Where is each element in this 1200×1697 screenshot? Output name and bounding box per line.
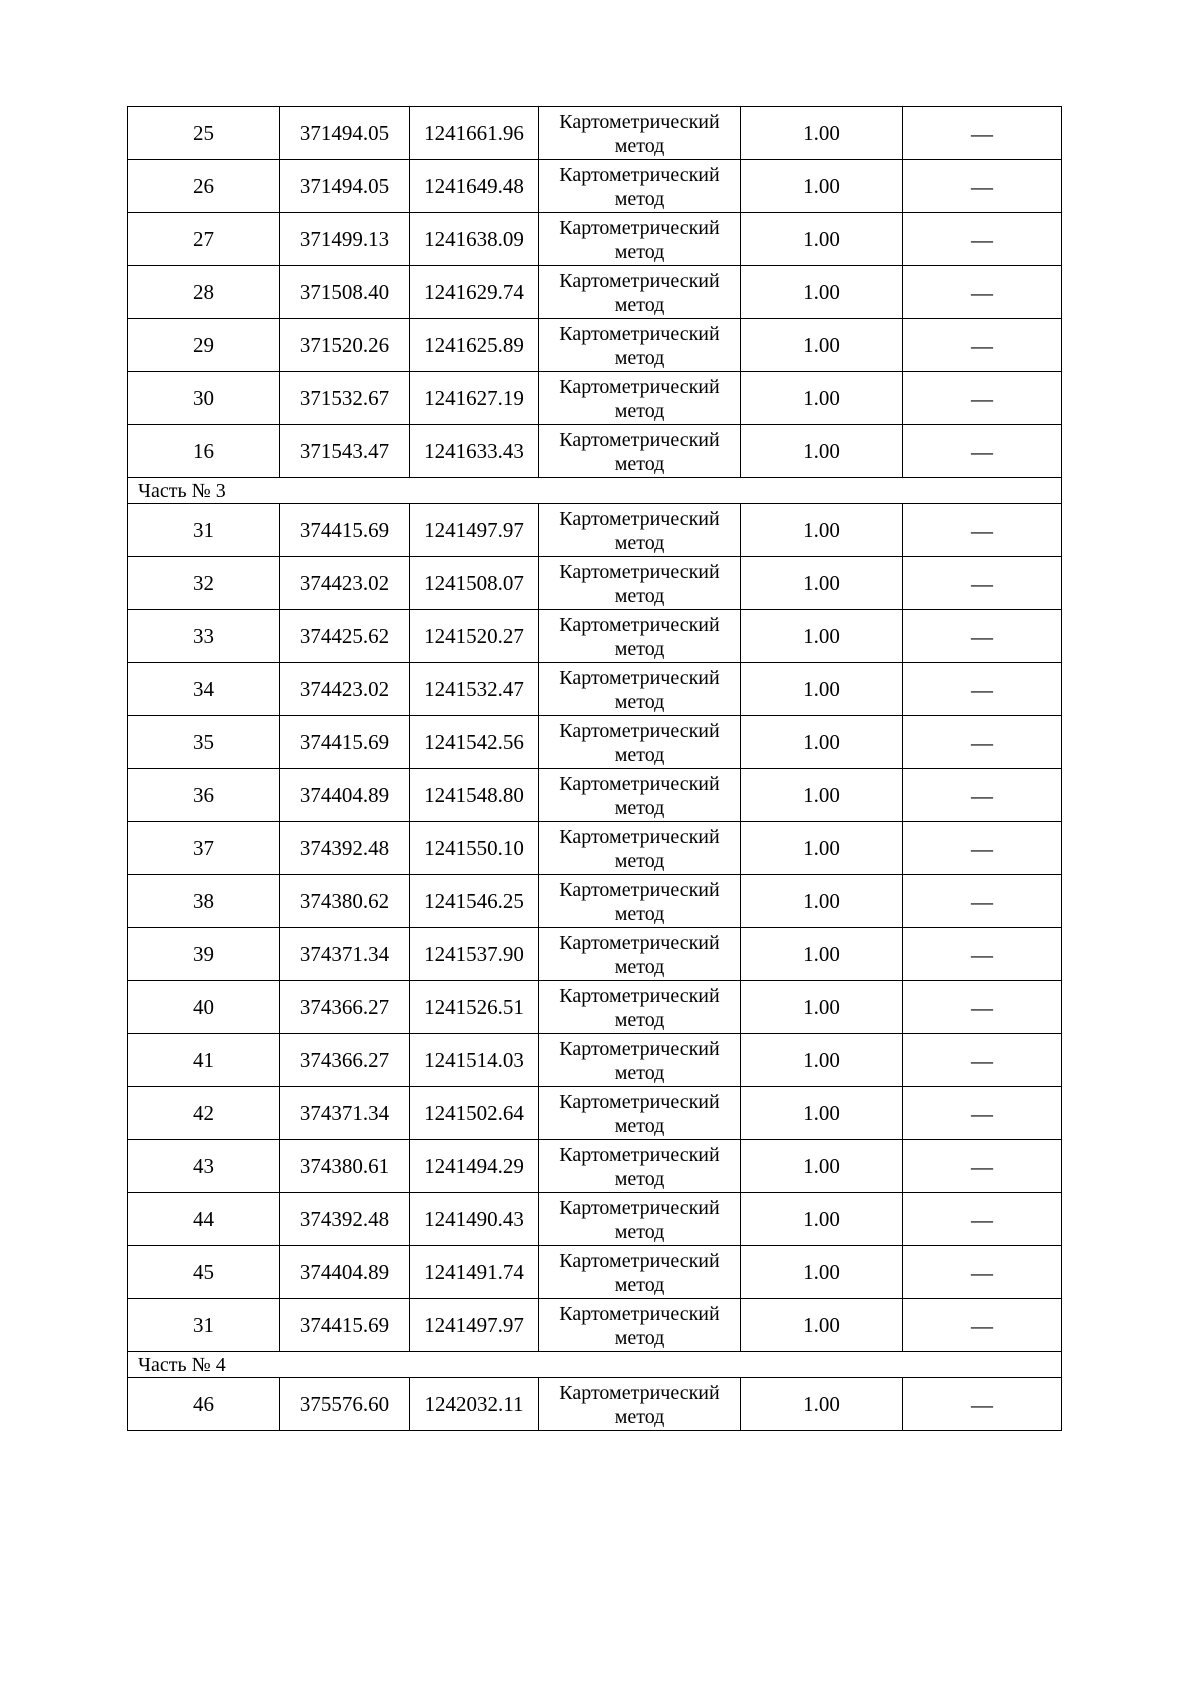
method-cell bbox=[539, 1378, 741, 1431]
accuracy-cell: 1.00 bbox=[741, 610, 903, 663]
method-line-2: метод bbox=[614, 1008, 665, 1031]
point-number-cell: 35 bbox=[128, 716, 280, 769]
table-row bbox=[128, 663, 1062, 716]
method-line-2: метод bbox=[614, 584, 665, 607]
x-coordinate-cell: 374371.34 bbox=[280, 1087, 410, 1140]
point-number-cell: 43 bbox=[128, 1140, 280, 1193]
accuracy-cell: 1.00 bbox=[741, 663, 903, 716]
y-coordinate-cell: 1242032.11 bbox=[410, 1378, 539, 1431]
x-coordinate-cell: 374366.27 bbox=[280, 1034, 410, 1087]
point-number-cell: 25 bbox=[128, 107, 280, 160]
method-line-2: метод bbox=[614, 399, 665, 422]
table-row bbox=[128, 1087, 1062, 1140]
method-line-1: Картометрический bbox=[559, 825, 720, 848]
table-row bbox=[128, 875, 1062, 928]
table-row bbox=[128, 1140, 1062, 1193]
method-cell bbox=[539, 981, 741, 1034]
method-line-2: метод bbox=[614, 293, 665, 316]
method-cell bbox=[539, 1246, 741, 1299]
method-cell bbox=[539, 557, 741, 610]
x-coordinate-cell: 371532.67 bbox=[280, 372, 410, 425]
table-row bbox=[128, 266, 1062, 319]
method-cell bbox=[539, 425, 741, 478]
method-line-2: метод bbox=[614, 1273, 665, 1296]
x-coordinate-cell: 374423.02 bbox=[280, 663, 410, 716]
note-cell: — bbox=[903, 504, 1062, 557]
method-cell bbox=[539, 1193, 741, 1246]
method-line-2: метод bbox=[614, 1326, 665, 1349]
point-number-cell: 30 bbox=[128, 372, 280, 425]
note-cell: — bbox=[903, 875, 1062, 928]
method-cell bbox=[539, 372, 741, 425]
x-coordinate-cell: 374392.48 bbox=[280, 822, 410, 875]
method-line-1: Картометрический bbox=[559, 719, 720, 742]
x-coordinate-cell: 374415.69 bbox=[280, 716, 410, 769]
method-line-1: Картометрический bbox=[559, 163, 720, 186]
y-coordinate-cell: 1241508.07 bbox=[410, 557, 539, 610]
part-header-row bbox=[128, 478, 1062, 504]
note-cell: — bbox=[903, 557, 1062, 610]
method-cell bbox=[539, 875, 741, 928]
accuracy-cell: 1.00 bbox=[741, 875, 903, 928]
table-row bbox=[128, 504, 1062, 557]
x-coordinate-cell: 374380.61 bbox=[280, 1140, 410, 1193]
accuracy-cell: 1.00 bbox=[741, 1299, 903, 1352]
method-cell bbox=[539, 1087, 741, 1140]
point-number-cell: 29 bbox=[128, 319, 280, 372]
x-coordinate-cell: 374404.89 bbox=[280, 1246, 410, 1299]
point-number-cell: 36 bbox=[128, 769, 280, 822]
x-coordinate-cell: 371499.13 bbox=[280, 213, 410, 266]
table-row bbox=[128, 1299, 1062, 1352]
x-coordinate-cell: 371494.05 bbox=[280, 160, 410, 213]
method-line-2: метод bbox=[614, 690, 665, 713]
point-number-cell: 42 bbox=[128, 1087, 280, 1140]
table-row bbox=[128, 1378, 1062, 1431]
x-coordinate-cell: 374415.69 bbox=[280, 1299, 410, 1352]
accuracy-cell: 1.00 bbox=[741, 716, 903, 769]
note-cell: — bbox=[903, 663, 1062, 716]
table-row bbox=[128, 425, 1062, 478]
y-coordinate-cell: 1241625.89 bbox=[410, 319, 539, 372]
point-number-cell: 45 bbox=[128, 1246, 280, 1299]
method-line-1: Картометрический bbox=[559, 322, 720, 345]
note-cell: — bbox=[903, 981, 1062, 1034]
note-cell: — bbox=[903, 769, 1062, 822]
method-cell bbox=[539, 822, 741, 875]
y-coordinate-cell: 1241514.03 bbox=[410, 1034, 539, 1087]
point-number-cell: 16 bbox=[128, 425, 280, 478]
part-label: Часть № 3 bbox=[128, 478, 1062, 504]
method-line-1: Картометрический bbox=[559, 772, 720, 795]
y-coordinate-cell: 1241633.43 bbox=[410, 425, 539, 478]
y-coordinate-cell: 1241629.74 bbox=[410, 266, 539, 319]
table-row bbox=[128, 372, 1062, 425]
method-line-2: метод bbox=[614, 955, 665, 978]
table-row bbox=[128, 610, 1062, 663]
point-number-cell: 41 bbox=[128, 1034, 280, 1087]
x-coordinate-cell: 371543.47 bbox=[280, 425, 410, 478]
table-row bbox=[128, 769, 1062, 822]
method-line-2: метод bbox=[614, 849, 665, 872]
y-coordinate-cell: 1241550.10 bbox=[410, 822, 539, 875]
method-line-2: метод bbox=[614, 743, 665, 766]
point-number-cell: 26 bbox=[128, 160, 280, 213]
method-line-2: метод bbox=[614, 187, 665, 210]
accuracy-cell: 1.00 bbox=[741, 160, 903, 213]
point-number-cell: 38 bbox=[128, 875, 280, 928]
coordinates-table-body bbox=[128, 107, 1062, 1431]
x-coordinate-cell: 371494.05 bbox=[280, 107, 410, 160]
note-cell: — bbox=[903, 107, 1062, 160]
note-cell: — bbox=[903, 160, 1062, 213]
x-coordinate-cell: 374366.27 bbox=[280, 981, 410, 1034]
y-coordinate-cell: 1241497.97 bbox=[410, 1299, 539, 1352]
method-line-1: Картометрический bbox=[559, 1249, 720, 1272]
x-coordinate-cell: 374380.62 bbox=[280, 875, 410, 928]
x-coordinate-cell: 374425.62 bbox=[280, 610, 410, 663]
method-line-2: метод bbox=[614, 902, 665, 925]
note-cell: — bbox=[903, 610, 1062, 663]
note-cell: — bbox=[903, 1378, 1062, 1431]
note-cell: — bbox=[903, 425, 1062, 478]
x-coordinate-cell: 371508.40 bbox=[280, 266, 410, 319]
accuracy-cell: 1.00 bbox=[741, 504, 903, 557]
method-line-2: метод bbox=[614, 1167, 665, 1190]
note-cell: — bbox=[903, 716, 1062, 769]
method-line-1: Картометрический bbox=[559, 428, 720, 451]
method-line-2: метод bbox=[614, 1114, 665, 1137]
x-coordinate-cell: 374415.69 bbox=[280, 504, 410, 557]
note-cell: — bbox=[903, 1299, 1062, 1352]
method-line-2: метод bbox=[614, 637, 665, 660]
point-number-cell: 34 bbox=[128, 663, 280, 716]
x-coordinate-cell: 374404.89 bbox=[280, 769, 410, 822]
note-cell: — bbox=[903, 1140, 1062, 1193]
table-row bbox=[128, 213, 1062, 266]
method-cell bbox=[539, 716, 741, 769]
method-line-1: Картометрический bbox=[559, 375, 720, 398]
method-line-1: Картометрический bbox=[559, 1381, 720, 1404]
table-row bbox=[128, 981, 1062, 1034]
note-cell: — bbox=[903, 319, 1062, 372]
accuracy-cell: 1.00 bbox=[741, 822, 903, 875]
method-line-2: метод bbox=[614, 452, 665, 475]
accuracy-cell: 1.00 bbox=[741, 1378, 903, 1431]
note-cell: — bbox=[903, 372, 1062, 425]
method-line-1: Картометрический bbox=[559, 1302, 720, 1325]
method-cell bbox=[539, 1140, 741, 1193]
method-line-2: метод bbox=[614, 796, 665, 819]
y-coordinate-cell: 1241520.27 bbox=[410, 610, 539, 663]
method-cell bbox=[539, 610, 741, 663]
point-number-cell: 31 bbox=[128, 504, 280, 557]
method-line-1: Картометрический bbox=[559, 1143, 720, 1166]
y-coordinate-cell: 1241542.56 bbox=[410, 716, 539, 769]
accuracy-cell: 1.00 bbox=[741, 928, 903, 981]
note-cell: — bbox=[903, 266, 1062, 319]
coordinates-table bbox=[127, 106, 1062, 1431]
method-line-1: Картометрический bbox=[559, 269, 720, 292]
x-coordinate-cell: 374371.34 bbox=[280, 928, 410, 981]
accuracy-cell: 1.00 bbox=[741, 1193, 903, 1246]
method-line-1: Картометрический bbox=[559, 110, 720, 133]
method-cell bbox=[539, 160, 741, 213]
method-line-1: Картометрический bbox=[559, 560, 720, 583]
method-cell bbox=[539, 504, 741, 557]
accuracy-cell: 1.00 bbox=[741, 981, 903, 1034]
point-number-cell: 32 bbox=[128, 557, 280, 610]
accuracy-cell: 1.00 bbox=[741, 1140, 903, 1193]
method-cell bbox=[539, 1299, 741, 1352]
method-line-2: метод bbox=[614, 346, 665, 369]
accuracy-cell: 1.00 bbox=[741, 1034, 903, 1087]
method-cell bbox=[539, 213, 741, 266]
method-cell bbox=[539, 663, 741, 716]
note-cell: — bbox=[903, 1246, 1062, 1299]
y-coordinate-cell: 1241548.80 bbox=[410, 769, 539, 822]
method-cell bbox=[539, 769, 741, 822]
point-number-cell: 44 bbox=[128, 1193, 280, 1246]
accuracy-cell: 1.00 bbox=[741, 319, 903, 372]
table-row bbox=[128, 557, 1062, 610]
table-row bbox=[128, 822, 1062, 875]
accuracy-cell: 1.00 bbox=[741, 266, 903, 319]
method-line-2: метод bbox=[614, 134, 665, 157]
method-line-1: Картометрический bbox=[559, 613, 720, 636]
y-coordinate-cell: 1241537.90 bbox=[410, 928, 539, 981]
table-row bbox=[128, 107, 1062, 160]
method-line-1: Картометрический bbox=[559, 984, 720, 1007]
method-cell bbox=[539, 319, 741, 372]
note-cell: — bbox=[903, 928, 1062, 981]
accuracy-cell: 1.00 bbox=[741, 213, 903, 266]
y-coordinate-cell: 1241546.25 bbox=[410, 875, 539, 928]
table-row bbox=[128, 1246, 1062, 1299]
note-cell: — bbox=[903, 213, 1062, 266]
y-coordinate-cell: 1241627.19 bbox=[410, 372, 539, 425]
x-coordinate-cell: 374423.02 bbox=[280, 557, 410, 610]
method-line-1: Картометрический bbox=[559, 216, 720, 239]
point-number-cell: 40 bbox=[128, 981, 280, 1034]
note-cell: — bbox=[903, 1193, 1062, 1246]
point-number-cell: 28 bbox=[128, 266, 280, 319]
method-line-2: метод bbox=[614, 1220, 665, 1243]
table-row bbox=[128, 716, 1062, 769]
table-row bbox=[128, 1034, 1062, 1087]
note-cell: — bbox=[903, 822, 1062, 875]
point-number-cell: 37 bbox=[128, 822, 280, 875]
y-coordinate-cell: 1241494.29 bbox=[410, 1140, 539, 1193]
accuracy-cell: 1.00 bbox=[741, 107, 903, 160]
x-coordinate-cell: 374392.48 bbox=[280, 1193, 410, 1246]
method-line-2: метод bbox=[614, 1405, 665, 1428]
point-number-cell: 27 bbox=[128, 213, 280, 266]
y-coordinate-cell: 1241491.74 bbox=[410, 1246, 539, 1299]
accuracy-cell: 1.00 bbox=[741, 557, 903, 610]
accuracy-cell: 1.00 bbox=[741, 1246, 903, 1299]
table-row bbox=[128, 160, 1062, 213]
method-line-2: метод bbox=[614, 240, 665, 263]
y-coordinate-cell: 1241661.96 bbox=[410, 107, 539, 160]
method-cell bbox=[539, 107, 741, 160]
point-number-cell: 39 bbox=[128, 928, 280, 981]
accuracy-cell: 1.00 bbox=[741, 769, 903, 822]
accuracy-cell: 1.00 bbox=[741, 1087, 903, 1140]
y-coordinate-cell: 1241649.48 bbox=[410, 160, 539, 213]
part-header-row bbox=[128, 1352, 1062, 1378]
method-cell bbox=[539, 266, 741, 319]
method-line-1: Картометрический bbox=[559, 878, 720, 901]
y-coordinate-cell: 1241497.97 bbox=[410, 504, 539, 557]
part-label: Часть № 4 bbox=[128, 1352, 1062, 1378]
method-line-1: Картометрический bbox=[559, 1196, 720, 1219]
table-row bbox=[128, 1193, 1062, 1246]
method-cell bbox=[539, 928, 741, 981]
method-line-1: Картометрический bbox=[559, 1037, 720, 1060]
table-row bbox=[128, 928, 1062, 981]
method-line-2: метод bbox=[614, 531, 665, 554]
y-coordinate-cell: 1241490.43 bbox=[410, 1193, 539, 1246]
accuracy-cell: 1.00 bbox=[741, 425, 903, 478]
method-line-1: Картометрический bbox=[559, 666, 720, 689]
note-cell: — bbox=[903, 1034, 1062, 1087]
method-line-1: Картометрический bbox=[559, 507, 720, 530]
x-coordinate-cell: 375576.60 bbox=[280, 1378, 410, 1431]
accuracy-cell: 1.00 bbox=[741, 372, 903, 425]
x-coordinate-cell: 371520.26 bbox=[280, 319, 410, 372]
point-number-cell: 46 bbox=[128, 1378, 280, 1431]
y-coordinate-cell: 1241526.51 bbox=[410, 981, 539, 1034]
y-coordinate-cell: 1241638.09 bbox=[410, 213, 539, 266]
point-number-cell: 33 bbox=[128, 610, 280, 663]
method-line-1: Картометрический bbox=[559, 931, 720, 954]
note-cell: — bbox=[903, 1087, 1062, 1140]
method-cell bbox=[539, 1034, 741, 1087]
y-coordinate-cell: 1241502.64 bbox=[410, 1087, 539, 1140]
method-line-1: Картометрический bbox=[559, 1090, 720, 1113]
table-row bbox=[128, 319, 1062, 372]
y-coordinate-cell: 1241532.47 bbox=[410, 663, 539, 716]
point-number-cell: 31 bbox=[128, 1299, 280, 1352]
method-line-2: метод bbox=[614, 1061, 665, 1084]
